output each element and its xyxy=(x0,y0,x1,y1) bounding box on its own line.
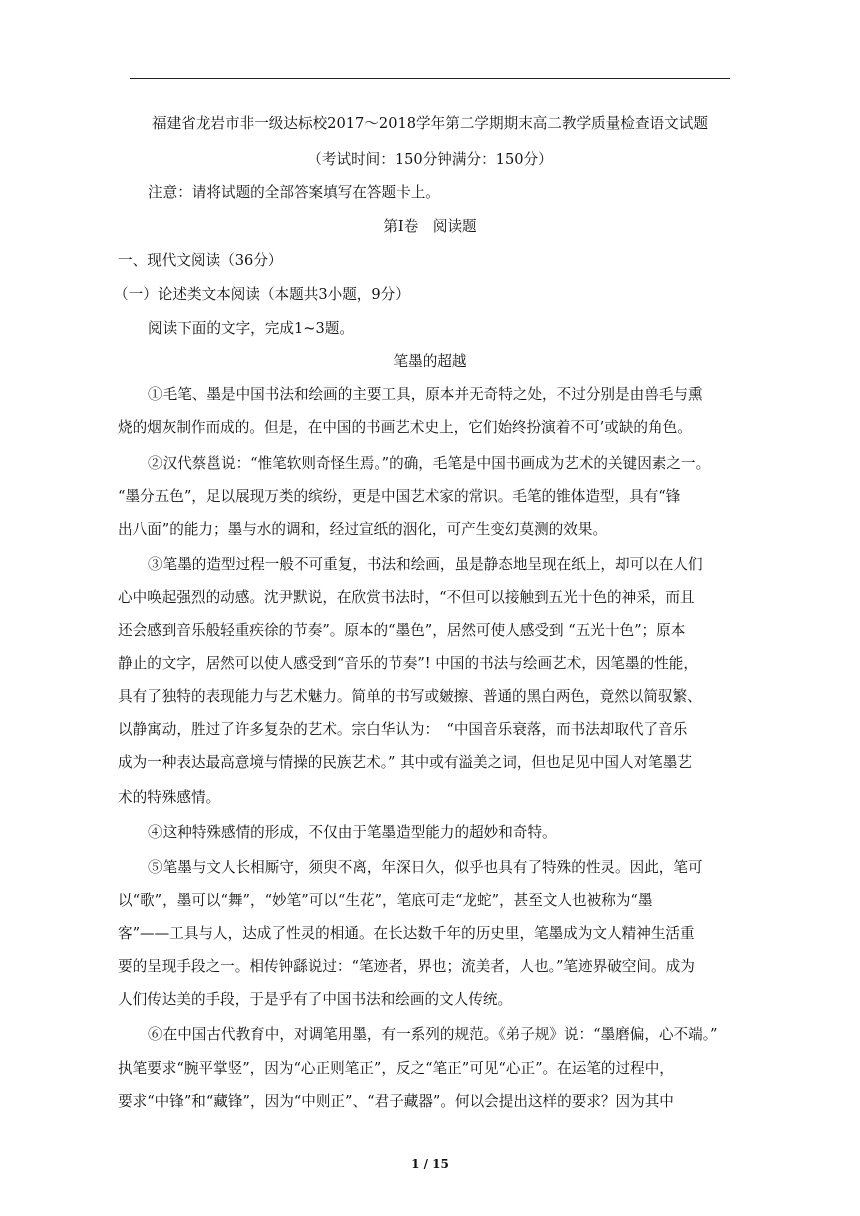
body-line: ⑤笔墨与文人长相厮守，须臾不离，年深日久，似乎也具有了特殊的性灵。因此，笔可 xyxy=(148,859,703,876)
body-line: 以“歌”，墨可以“舞”，“妙笔”可以“生花”，笔底可走“龙蛇”，甚至文人也被称为“墨 xyxy=(118,892,653,909)
body-line: 出八面”的能力；墨与水的调和，经过宣纸的洇化，可产生变幻莫测的效果。 xyxy=(118,521,608,538)
sub-title: （一）论述类文本阅读（本题共3小题，9分） xyxy=(114,286,410,303)
body-line: 术的特殊感情。 xyxy=(118,789,221,806)
body-line: 心中唤起强烈的动感。沈尹默说，在欣赏书法时，“不但可以接触到五光十色的神采，而且 xyxy=(118,589,695,606)
body-line: 要求“中锋”和“藏锋”，因为“中则正”、“君子藏器”。何以会提出这样的要求？因为其中 xyxy=(118,1093,674,1110)
body-line: 烧的烟灰制作而成的。但是，在中国的书画艺术史上，它们始终扮演着不可’或缺的角色。 xyxy=(118,419,692,436)
document-title: 福建省龙岩市非一级达标校2017～2018学年第二学期期末高二教学质量检查语文试题 xyxy=(152,115,708,132)
body-line: 人们传达美的手段，于是乎有了中国书法和绘画的文人传统。 xyxy=(118,991,513,1008)
body-line: ②汉代蔡邕说：“惟笔软则奇怪生焉。”的确，毛笔是中国书画成为艺术的关键因素之一。 xyxy=(148,455,711,472)
part-title: 一、现代文阅读（36分） xyxy=(118,252,283,269)
body-line: 以静寓动，胜过了许多复杂的艺术。宗白华认为： “中国音乐衰落，而书法却取代了音乐 xyxy=(118,721,688,738)
body-line: 要的呈现手段之一。相传钟繇说过：“笔迹者，界也；流美者，人也。”笔迹界破空间。成为 xyxy=(118,958,695,975)
header-rule xyxy=(130,78,730,79)
body-line: ③笔墨的造型过程一般不可重复，书法和绘画，虽是静态地呈现在纸上，却可以在人们 xyxy=(148,556,703,573)
page-number: 1 / 15 xyxy=(411,1157,449,1171)
body-line: 成为一种表达最高意境与情操的民族艺术。” 其中或有溢美之词，但也足见中国人对笔墨艺 xyxy=(118,754,692,771)
body-line: 静止的文字，居然可以使人感受到“音乐的节奏”! 中国的书法与绘画艺术，因笔墨的性能， xyxy=(118,655,698,672)
body-line: 执笔要求“腕平掌竖”，因为“心正则笔正”，反之“笔正”可见“心正”。在运笔的过程中， xyxy=(118,1060,674,1077)
body-line: ④这种特殊感情的形成，不仅由于笔墨造型能力的超妙和奇特。 xyxy=(148,824,557,841)
exam-info: （考试时间：150分钟满分：150分） xyxy=(307,151,553,168)
notice: 注意：请将试题的全部答案填写在答题卡上。 xyxy=(148,184,440,201)
article-title: 笔墨的超越 xyxy=(393,353,467,370)
body-line: ①毛笔、墨是中国书法和绘画的主要工具，原本并无奇特之处，不过分别是由兽毛与熏 xyxy=(148,386,703,403)
body-line: ⑥在中国古代教育中，对调笔用墨，有一系列的规范。《弟子规》说：“墨磨偏，心不端。” xyxy=(148,1026,718,1043)
body-line: 具有了独特的表现能力与艺术魅力。简单的书写或皴擦、普通的黑白两色，竟然以简驭繁、 xyxy=(118,688,702,705)
body-line: 还会感到音乐般轻重疾徐的节奏”。原本的“墨色”，居然可使人感受到 “五光十色”；原本 xyxy=(118,622,686,639)
instruction: 阅读下面的文字，完成1~3题。 xyxy=(148,320,354,337)
body-line: “墨分五色”，足以展现万类的缤纷，更是中国艺术家的常识。毛笔的锥体造型，具有“锋 xyxy=(118,488,681,505)
volume-title: 第Ⅰ卷 阅读题 xyxy=(383,218,477,235)
body-line: 客”——工具与人，达成了性灵的相通。在长达数千年的历史里，笔墨成为文人精神生活重 xyxy=(118,925,695,942)
